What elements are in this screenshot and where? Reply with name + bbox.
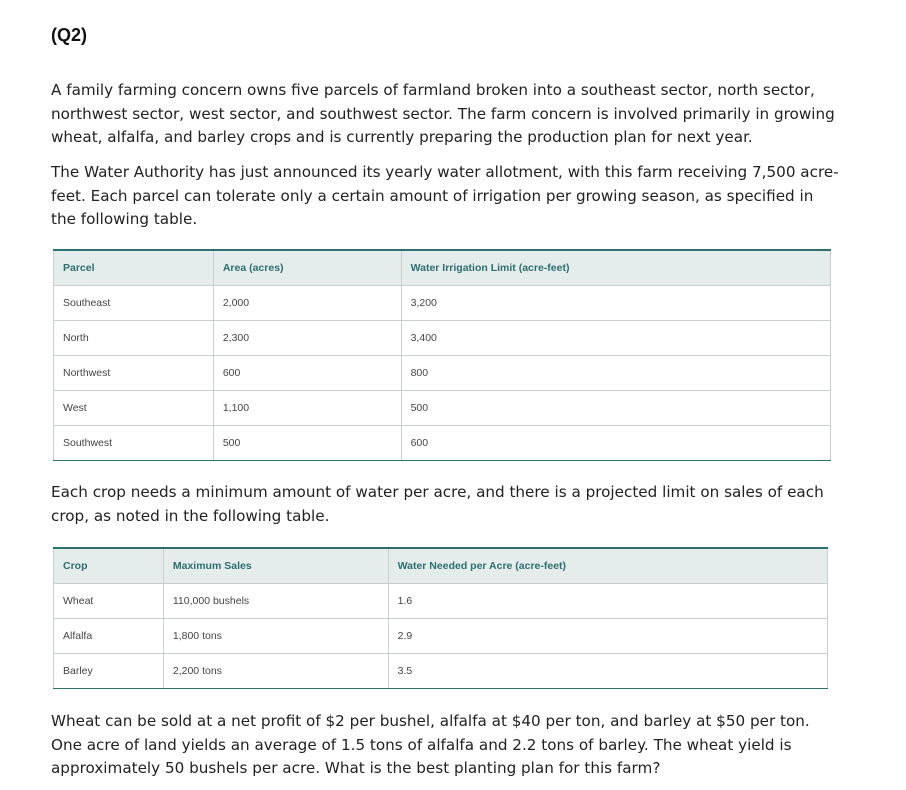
parcel-water-limit: 800 [401,356,830,391]
crop-table [53,547,828,689]
table-row [54,426,831,461]
crop-water-needed: 1.6 [388,584,827,619]
parcel-area: 2,000 [213,286,401,321]
water-allotment-paragraph: The Water Authority has just announced its yearly water allotment, with this farm receiving 7,500 acre-feet. Each parcel can tolerate only a certain amount of irrigation per growing season, as specified in the following table. [51,163,839,228]
parcel-name: Southeast [54,286,214,321]
parcel-area: 500 [213,426,401,461]
crop-name: Alfalfa [54,619,164,654]
parcel-water-limit: 600 [401,426,830,461]
parcel-name: West [54,391,214,426]
table-header-row [54,548,828,584]
intro-paragraph: A family farming concern owns five parcels of farmland broken into a southeast sector, north sector, northwest sector, west sector, and southwest sector. The farm concern is involved primarily in growing wheat, alfalfa, and barley crops and is currently preparing the production plan for next year. [51,81,835,146]
header-water-limit: Water Irrigation Limit (acre-feet) [401,250,830,286]
parcel-name: Southwest [54,426,214,461]
parcel-area: 1,100 [213,391,401,426]
parcel-table [53,249,831,461]
header-parcel: Parcel [54,250,214,286]
parcel-name: North [54,321,214,356]
parcel-name: Northwest [54,356,214,391]
parcel-water-limit: 3,400 [401,321,830,356]
header-area: Area (acres) [213,250,401,286]
table-row [54,356,831,391]
table-row [54,391,831,426]
crop-max-sales: 1,800 tons [163,619,388,654]
crop-max-sales: 110,000 bushels [163,584,388,619]
header-crop: Crop [54,548,164,584]
crop-name: Barley [54,654,164,689]
table-row [54,584,828,619]
crop-max-sales: 2,200 tons [163,654,388,689]
table-row [54,286,831,321]
header-max-sales: Maximum Sales [163,548,388,584]
table-row [54,619,828,654]
crop-water-needed: 3.5 [388,654,827,689]
header-water-needed: Water Needed per Acre (acre-feet) [388,548,827,584]
parcel-area: 2,300 [213,321,401,356]
table-row [54,321,831,356]
parcel-water-limit: 3,200 [401,286,830,321]
crop-water-needed: 2.9 [388,619,827,654]
question-label: (Q2) [51,25,87,45]
profit-paragraph: Wheat can be sold at a net profit of $2 per bushel, alfalfa at $40 per ton, and barley at $50 per ton. One acre of land yields an average of 1.5 tons of alfalfa and 2.2 tons of barley. The wheat yield is approximately 50 bushels per acre. What is the best planting plan for this farm? [51,712,810,777]
crop-paragraph: Each crop needs a minimum amount of water per acre, and there is a projected limit on sales of each crop, as noted in the following table. [51,483,824,525]
table-row [54,654,828,689]
crop-name: Wheat [54,584,164,619]
table-header-row [54,250,831,286]
parcel-water-limit: 500 [401,391,830,426]
parcel-area: 600 [213,356,401,391]
